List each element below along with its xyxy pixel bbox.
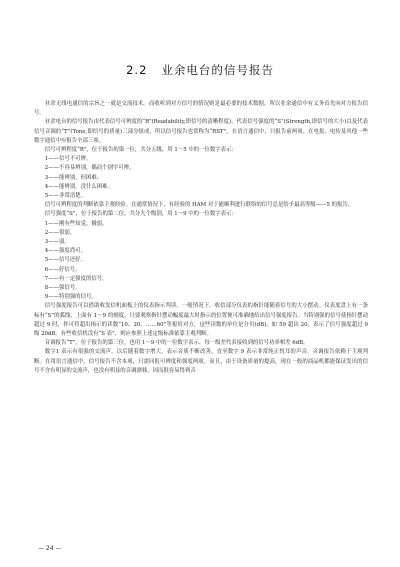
body-text bbox=[34, 100, 368, 376]
paragraph: 业余电台的信号报告由代表信号可辨度的“R”(Readability,即信号的清晰程度)、代表信号强度的“S”(Strength,即信号的大小)以及代表信号音调的“T”(Tone,即信号的质量)三部分组成，所以信号报告也常称为“RST”。在语言通信中，只报告前两项；在电报、电传及其他一些数字通信中应报告全部三项。 bbox=[34, 119, 368, 144]
paragraph: 5——信号还好。 bbox=[44, 257, 86, 264]
paragraph: 2——很弱。 bbox=[44, 229, 76, 236]
paragraph: 3——弱。 bbox=[44, 239, 70, 246]
paragraph: 6——好信号。 bbox=[44, 266, 81, 273]
paragraph: 7——有一定强度的信号。 bbox=[44, 275, 108, 282]
paragraph: 信号可辨程度的判断依靠主观经验。在通常情况下，有经验的 HAM 对于能顺利进行联络的信号总是给予最高等级——5 的报告。 bbox=[44, 202, 354, 209]
paragraph: 数字1 表示有很强的交流声，以后随着数字增大，表示音质不断改善，直至数字 9 表示非常纯正悦耳的声音。音调报告依赖于主观判断。在用语言通信中，信号报告不含本项，只需同报可辨度和强度两项。而且，由于设备质量的提高，现在一般的商品机都能保证发出的信号不含有明显的交流声，也没有明显的音调漂移，因而很容易得到音 bbox=[34, 349, 368, 374]
paragraph: 业余无线电通信的宗旨之一就是交流技术。而收听到对方信号的情况则是最必要的技术数据，所以业余通信中有义务首先向对方报告信号。 bbox=[34, 101, 368, 117]
paragraph: 2——不容易辨别，偶而个别字可辨。 bbox=[44, 165, 135, 172]
paragraph: 信号强度报告可以借助收发信机面板上的仪表指示判读。一般情况下，收信部分仪表的指针能随着信号的大小摆动。仪表度盘上有一条标有“S”的弧线，上面有 1～9 的刻度，只要观察指针摆动幅度最大时指示的位置便可准确地给出信号强度报告。当特别强的信号使指针摆动超过 9 时，你可将超出指示的读数“10、20、……60”等报给对方，这些读数的单位是分贝(dB)。如 59 超出 20，表示了信号强度超过 9 级 20dB。有些收信机没有“S 表”，则应参照上述定级标准依靠主观判断。 bbox=[34, 303, 368, 338]
paragraph: 信号可辨程度“R”，位于报告的第一位，共分五级，用 1～5 中的一位数字表示： bbox=[44, 147, 237, 154]
paragraph: 4——能辨别，没什么困难。 bbox=[44, 183, 113, 190]
paragraph: 音调报告“T”，位于报告的第三位，也用 1～9 中的一位数字表示，每一级差代表接收到的信号功率相差 6dB。 bbox=[44, 340, 309, 347]
page-number: — 24 — bbox=[38, 545, 62, 552]
paragraph: 1——信号不可辨。 bbox=[44, 156, 92, 163]
section-heading bbox=[0, 62, 400, 78]
paragraph: 3——能辨别，但困难。 bbox=[44, 174, 103, 181]
paragraph: 8——强信号。 bbox=[44, 285, 81, 292]
section-number: 2.2 bbox=[126, 63, 148, 77]
paragraph: 4——强度尚可。 bbox=[44, 248, 86, 255]
paragraph: 1——刚有些知觉，极弱。 bbox=[44, 220, 108, 227]
paragraph: 信号强度“S”，位于报告的第二位，共分九个级别，用 1～9 中的一位数字表示： bbox=[44, 211, 237, 218]
section-title: 业余电台的信号报告 bbox=[161, 63, 274, 77]
paragraph: 9——特别强的信号。 bbox=[44, 294, 97, 301]
paragraph: 5——非常清楚。 bbox=[44, 193, 86, 200]
